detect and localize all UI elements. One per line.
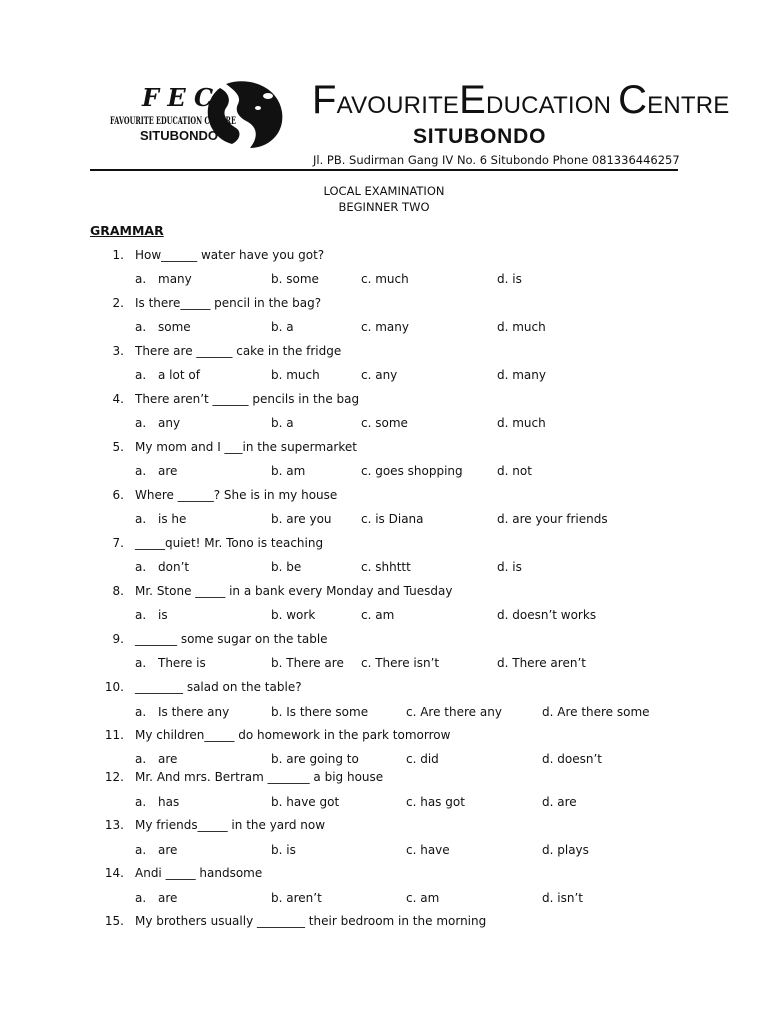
question-number: 13. bbox=[104, 818, 124, 832]
answer-option[interactable]: c. goes shopping bbox=[361, 464, 463, 478]
option-letter-a: a. bbox=[135, 320, 147, 334]
option-letter-a: a. bbox=[135, 416, 147, 430]
question-text: _____quiet! Mr. Tono is teaching bbox=[135, 536, 324, 550]
answer-option[interactable]: b. some bbox=[271, 272, 319, 286]
answer-option[interactable]: d. plays bbox=[542, 843, 589, 857]
option-letter-a: a. bbox=[135, 608, 147, 622]
title-cap-1: F bbox=[312, 78, 337, 122]
question-text: There aren’t ______ pencils in the bag bbox=[135, 392, 360, 406]
option-letter-a: a. bbox=[135, 560, 147, 574]
option-letter-a: a. bbox=[135, 368, 147, 382]
section-title: GRAMMAR bbox=[90, 223, 164, 238]
question-text: _______ some sugar on the table bbox=[135, 632, 328, 646]
answer-option[interactable]: are bbox=[158, 843, 178, 857]
answer-option[interactable]: b. aren’t bbox=[271, 891, 322, 905]
letterhead bbox=[0, 0, 768, 175]
answer-option[interactable]: c. many bbox=[361, 320, 409, 334]
school-address: Jl. PB. Sudirman Gang IV No. 6 Situbondo Phone 081336446257 bbox=[313, 153, 680, 167]
question-text: How______ water have you got? bbox=[135, 248, 325, 262]
answer-option[interactable]: c. There isn’t bbox=[361, 656, 440, 670]
answer-option[interactable]: b. be bbox=[271, 560, 302, 574]
answer-option[interactable]: b. Is there some bbox=[271, 705, 369, 719]
answer-option[interactable]: are bbox=[158, 891, 178, 905]
logo-name: FAVOURITE EDUCATION CENTRE bbox=[110, 115, 236, 127]
answer-option[interactable]: d. not bbox=[497, 464, 532, 478]
question-text: Andi _____ handsome bbox=[135, 866, 263, 880]
answer-option[interactable]: b. work bbox=[271, 608, 316, 622]
answer-option[interactable]: There is bbox=[158, 656, 206, 670]
question-text: Mr. Stone _____ in a bank every Monday and Tuesday bbox=[135, 584, 453, 598]
title-rest-1: AVOURITE bbox=[336, 92, 460, 119]
answer-option[interactable]: c. did bbox=[406, 752, 439, 766]
answer-option[interactable]: some bbox=[158, 320, 191, 334]
question-text: Mr. And mrs. Bertram _______ a big house bbox=[135, 770, 384, 784]
answer-option[interactable]: d. are your friends bbox=[497, 512, 608, 526]
answer-option[interactable]: b. am bbox=[271, 464, 306, 478]
title-rest-2: DUCATION bbox=[486, 92, 619, 119]
option-letter-a: a. bbox=[135, 752, 147, 766]
option-letter-a: a. bbox=[135, 512, 147, 526]
answer-option[interactable]: c. any bbox=[361, 368, 398, 382]
answer-option[interactable]: b. are you bbox=[271, 512, 332, 526]
answer-option[interactable]: b. have got bbox=[271, 795, 340, 809]
answer-option[interactable]: d. is bbox=[497, 272, 522, 286]
answer-option[interactable]: b. much bbox=[271, 368, 320, 382]
answer-option[interactable]: Is there any bbox=[158, 705, 230, 719]
answer-option[interactable]: c. is Diana bbox=[361, 512, 424, 526]
question-text: My children_____ do homework in the park tomorrow bbox=[135, 728, 451, 742]
question-number: 11. bbox=[104, 728, 124, 742]
option-letter-a: a. bbox=[135, 464, 147, 478]
answer-option[interactable]: c. am bbox=[361, 608, 395, 622]
question-number: 14. bbox=[104, 866, 124, 880]
question-number: 5. bbox=[112, 440, 124, 454]
question-text: My brothers usually ________ their bedroom in the morning bbox=[135, 914, 487, 928]
answer-option[interactable]: don’t bbox=[158, 560, 190, 574]
answer-option[interactable]: c. much bbox=[361, 272, 409, 286]
question-number: 1. bbox=[112, 248, 124, 262]
answer-option[interactable]: c. have bbox=[406, 843, 450, 857]
answer-option[interactable]: b. There are bbox=[271, 656, 344, 670]
answer-option[interactable]: d. are bbox=[542, 795, 577, 809]
option-letter-a: a. bbox=[135, 656, 147, 670]
answer-option[interactable]: d. much bbox=[497, 416, 546, 430]
answer-option[interactable]: any bbox=[158, 416, 181, 430]
question-text: Is there_____ pencil in the bag? bbox=[135, 296, 322, 310]
exam-level: BEGINNER TWO bbox=[338, 200, 430, 214]
fec-logo bbox=[108, 78, 284, 150]
answer-option[interactable]: a lot of bbox=[158, 368, 200, 382]
answer-option[interactable]: d. doesn’t works bbox=[497, 608, 597, 622]
logo-city: SITUBONDO bbox=[140, 128, 218, 143]
question-text: There are ______ cake in the fridge bbox=[135, 344, 342, 358]
question-number: 8. bbox=[112, 584, 124, 598]
answer-option[interactable]: b. a bbox=[271, 416, 294, 430]
question-number: 15. bbox=[104, 914, 124, 928]
question-number: 6. bbox=[112, 488, 124, 502]
title-cap-3: C bbox=[618, 78, 648, 122]
answer-option[interactable]: c. some bbox=[361, 416, 408, 430]
title-cap-2: E bbox=[459, 78, 487, 122]
question-number: 3. bbox=[112, 344, 124, 358]
question-number: 9. bbox=[112, 632, 124, 646]
question-text: My mom and I ___in the supermarket bbox=[135, 440, 357, 454]
option-letter-a: a. bbox=[135, 795, 147, 809]
answer-option[interactable]: many bbox=[158, 272, 192, 286]
answer-option[interactable]: is he bbox=[158, 512, 187, 526]
question-text: My friends_____ in the yard now bbox=[135, 818, 326, 832]
school-city: SITUBONDO bbox=[413, 125, 547, 148]
answer-option[interactable]: has bbox=[158, 795, 180, 809]
answer-option[interactable]: c. Are there any bbox=[406, 705, 502, 719]
logo-initials: F E C bbox=[142, 83, 214, 112]
question-number: 12. bbox=[104, 770, 124, 784]
answer-option[interactable]: c. shhttt bbox=[361, 560, 411, 574]
answer-option[interactable]: d. There aren’t bbox=[497, 656, 586, 670]
exam-title: LOCAL EXAMINATION bbox=[323, 184, 445, 198]
answer-option[interactable]: b. are going to bbox=[271, 752, 359, 766]
answer-option[interactable]: d. isn’t bbox=[542, 891, 583, 905]
answer-option[interactable]: c. has got bbox=[406, 795, 465, 809]
question-text: Where ______? She is in my house bbox=[135, 488, 338, 502]
answer-option[interactable]: is bbox=[158, 608, 168, 622]
answer-option[interactable]: b. is bbox=[271, 843, 296, 857]
answer-option[interactable]: d. many bbox=[497, 368, 546, 382]
option-letter-a: a. bbox=[135, 843, 147, 857]
option-letter-a: a. bbox=[135, 891, 147, 905]
answer-option[interactable]: b. a bbox=[271, 320, 294, 334]
question-number: 2. bbox=[112, 296, 124, 310]
header-divider bbox=[90, 169, 678, 171]
answer-option[interactable]: d. doesn’t bbox=[542, 752, 602, 766]
answer-option[interactable]: are bbox=[158, 464, 178, 478]
question-number: 7. bbox=[112, 536, 124, 550]
answer-option[interactable]: are bbox=[158, 752, 178, 766]
answer-option[interactable]: c. am bbox=[406, 891, 440, 905]
answer-option[interactable]: d. is bbox=[497, 560, 522, 574]
question-text: ________ salad on the table? bbox=[135, 680, 302, 694]
answer-option[interactable]: d. much bbox=[497, 320, 546, 334]
question-number: 10. bbox=[104, 680, 124, 694]
school-title bbox=[312, 80, 730, 120]
title-rest-3: ENTRE bbox=[647, 92, 730, 119]
option-letter-a: a. bbox=[135, 705, 147, 719]
question-number: 4. bbox=[112, 392, 124, 406]
option-letter-a: a. bbox=[135, 272, 147, 286]
answer-option[interactable]: d. Are there some bbox=[542, 705, 650, 719]
